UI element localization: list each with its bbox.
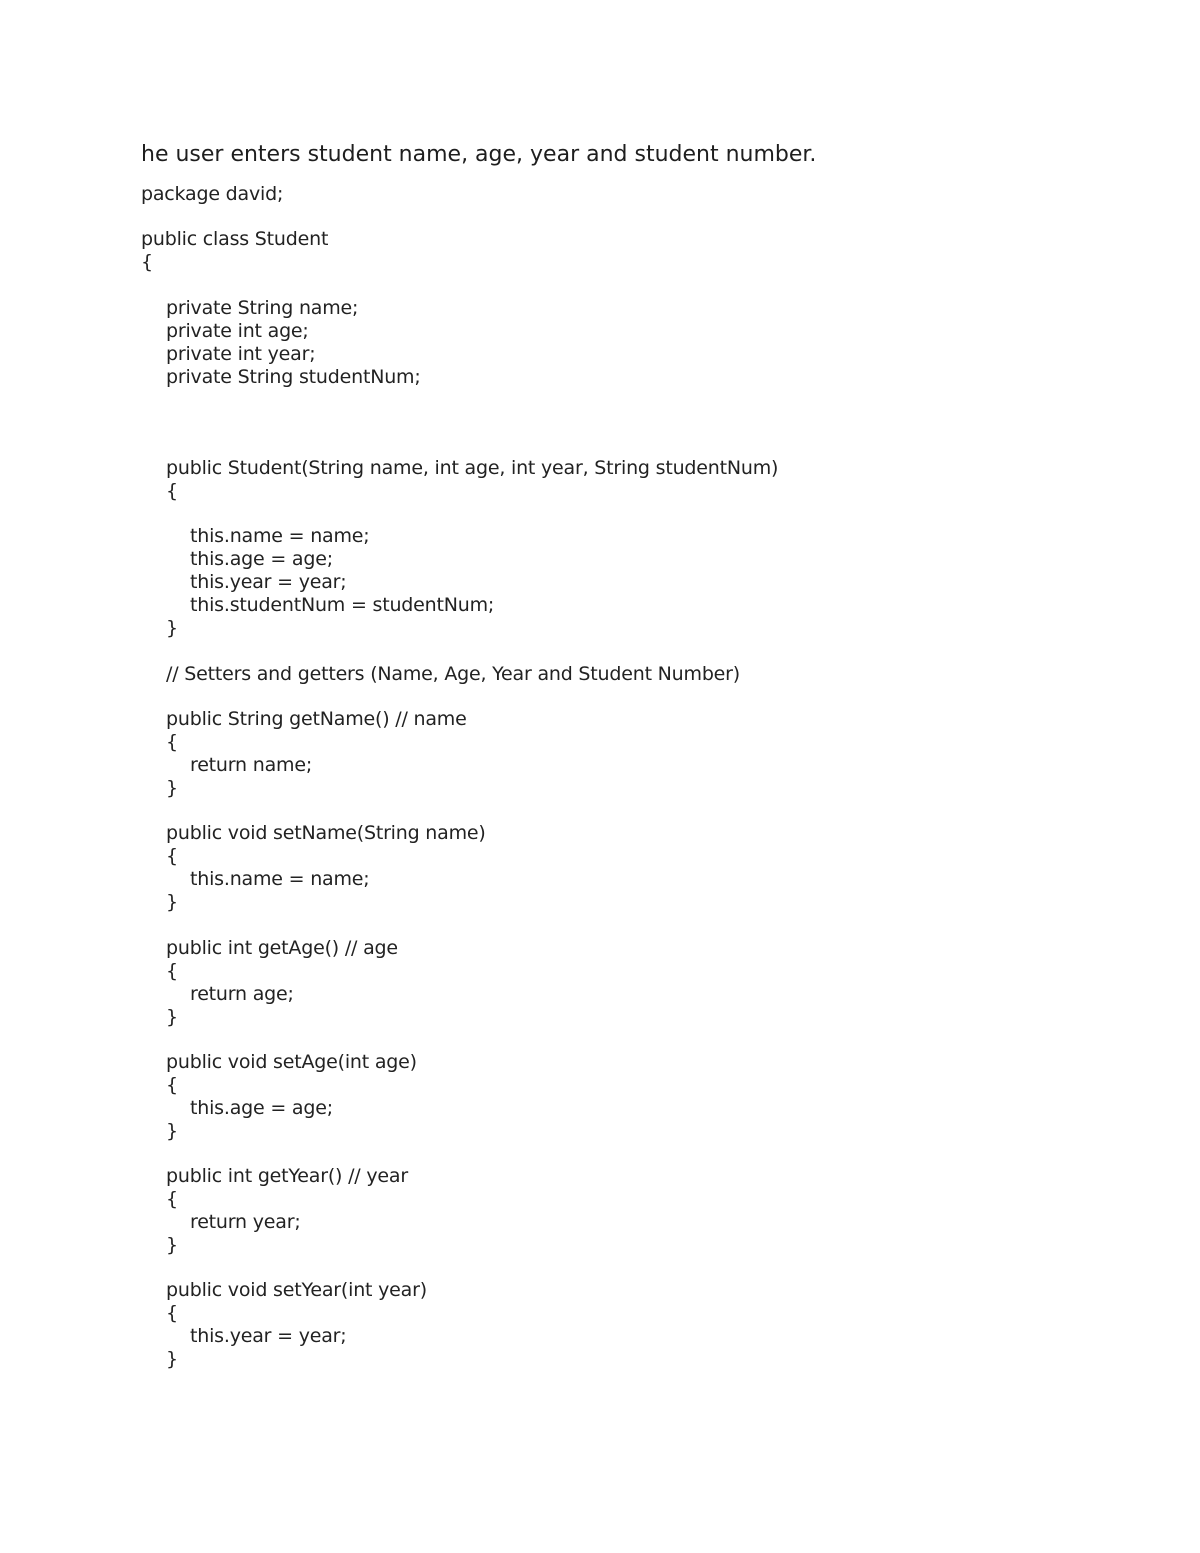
code-method-body: return age; (190, 983, 294, 1005)
code-field-age: private int age; (166, 320, 309, 342)
document-intro: he user enters student name, age, year and student number. (141, 142, 817, 167)
code-field-year: private int year; (166, 343, 316, 365)
code-package-line: package david; (141, 183, 284, 205)
code-constructor-line: this.studentNum = studentNum; (190, 594, 495, 616)
code-method-body: return year; (190, 1211, 301, 1233)
code-method-signature: public void setYear(int year) (166, 1279, 427, 1301)
code-method-close-brace: } (166, 891, 178, 913)
code-method-open-brace: { (166, 731, 178, 753)
code-constructor-line: this.age = age; (190, 548, 333, 570)
code-method-open-brace: { (166, 960, 178, 982)
code-constructor-close-brace: } (166, 617, 178, 639)
code-method-close-brace: } (166, 1120, 178, 1142)
code-method-signature: public int getAge() // age (166, 937, 398, 959)
code-method-close-brace: } (166, 1348, 178, 1370)
code-constructor-line: this.name = name; (190, 525, 370, 547)
code-comment: // Setters and getters (Name, Age, Year and Student Number) (166, 663, 740, 685)
code-method-signature: public void setName(String name) (166, 822, 486, 844)
code-method-close-brace: } (166, 777, 178, 799)
code-method-body: return name; (190, 754, 313, 776)
code-field-name: private String name; (166, 297, 359, 319)
code-constructor-signature: public Student(String name, int age, int year, String studentNum) (166, 457, 779, 479)
code-constructor-open-brace: { (166, 480, 178, 502)
code-method-signature: public void setAge(int age) (166, 1051, 417, 1073)
code-method-close-brace: } (166, 1234, 178, 1256)
code-field-studentnum: private String studentNum; (166, 366, 421, 388)
code-method-signature: public String getName() // name (166, 708, 467, 730)
code-method-close-brace: } (166, 1006, 178, 1028)
code-constructor-line: this.year = year; (190, 571, 347, 593)
code-method-signature: public int getYear() // year (166, 1165, 408, 1187)
code-method-open-brace: { (166, 1302, 178, 1324)
code-method-open-brace: { (166, 845, 178, 867)
code-method-body: this.name = name; (190, 868, 370, 890)
code-method-body: this.age = age; (190, 1097, 333, 1119)
code-method-open-brace: { (166, 1074, 178, 1096)
code-class-declaration: public class Student (141, 228, 329, 250)
code-class-open-brace: { (141, 251, 153, 273)
code-method-open-brace: { (166, 1188, 178, 1210)
code-method-body: this.year = year; (190, 1325, 347, 1347)
